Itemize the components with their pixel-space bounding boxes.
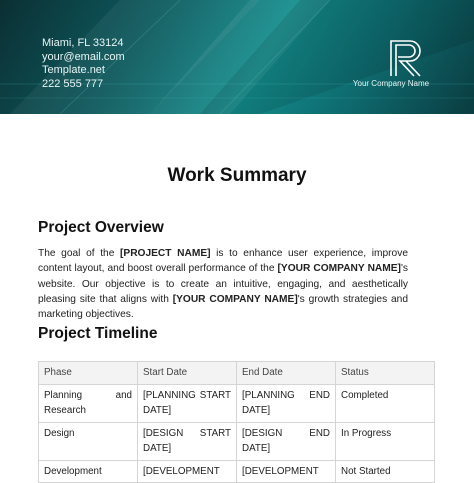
- table-row: [39, 384, 435, 422]
- website[interactable]: Template.net: [42, 64, 105, 76]
- overview-text-part: The goal of the: [38, 248, 120, 259]
- company-name: Your Company Name: [352, 79, 430, 88]
- status-cell: In Progress: [336, 422, 435, 460]
- phase-cell: Design: [39, 422, 138, 460]
- contact-info: [42, 37, 125, 91]
- company-name-placeholder: [YOUR COMPANY NAME]: [277, 263, 401, 275]
- overview-paragraph: [38, 246, 408, 322]
- phase-cell: Planning and Research: [39, 384, 138, 422]
- overview-text-part: 's growth strategies and marketing objectives.: [38, 293, 408, 321]
- document-title: Work Summary: [167, 165, 307, 186]
- end-date-cell: [DESIGN END DATE]: [237, 422, 336, 460]
- timeline-heading: Project Timeline: [38, 325, 158, 342]
- company-name-placeholder: [YOUR COMPANY NAME]: [172, 293, 298, 305]
- header-banner: [0, 0, 474, 114]
- table-header-row: [39, 362, 435, 385]
- timeline-table: [38, 361, 435, 483]
- end-date-cell: [PLANNING END DATE]: [237, 384, 336, 422]
- project-name-placeholder: [PROJECT NAME]: [120, 248, 211, 259]
- status-cell: Not Started: [336, 460, 435, 483]
- column-header-end-date: End Date: [237, 362, 336, 385]
- phone: 222 555 777: [42, 77, 104, 90]
- letter-r-logo-icon: [388, 39, 428, 77]
- table-row: [39, 460, 435, 483]
- column-header-phase: Phase: [39, 362, 138, 385]
- column-header-start-date: Start Date: [138, 362, 237, 385]
- start-date-cell: [DESIGN START DATE]: [138, 422, 237, 460]
- overview-text-part: is to enhance user experience, improve content layout, and boost overall performance of the: [38, 248, 408, 275]
- address: Miami, FL 33124: [42, 37, 124, 49]
- end-date-cell: [DEVELOPMENT: [237, 460, 336, 483]
- start-date-cell: [DEVELOPMENT: [138, 460, 237, 483]
- overview-text-part: 's website. Our objective is to create an intuitive, engaging, and aesthetically pleasing site that aligns with: [38, 263, 408, 305]
- table-row: [39, 422, 435, 460]
- overview-heading: Project Overview: [38, 219, 164, 236]
- start-date-cell: [PLANNING START DATE]: [138, 384, 237, 422]
- phase-cell: Development: [39, 460, 138, 483]
- status-cell: Completed: [336, 384, 435, 422]
- column-header-status: Status: [336, 362, 435, 385]
- email[interactable]: your@email.com: [42, 50, 125, 63]
